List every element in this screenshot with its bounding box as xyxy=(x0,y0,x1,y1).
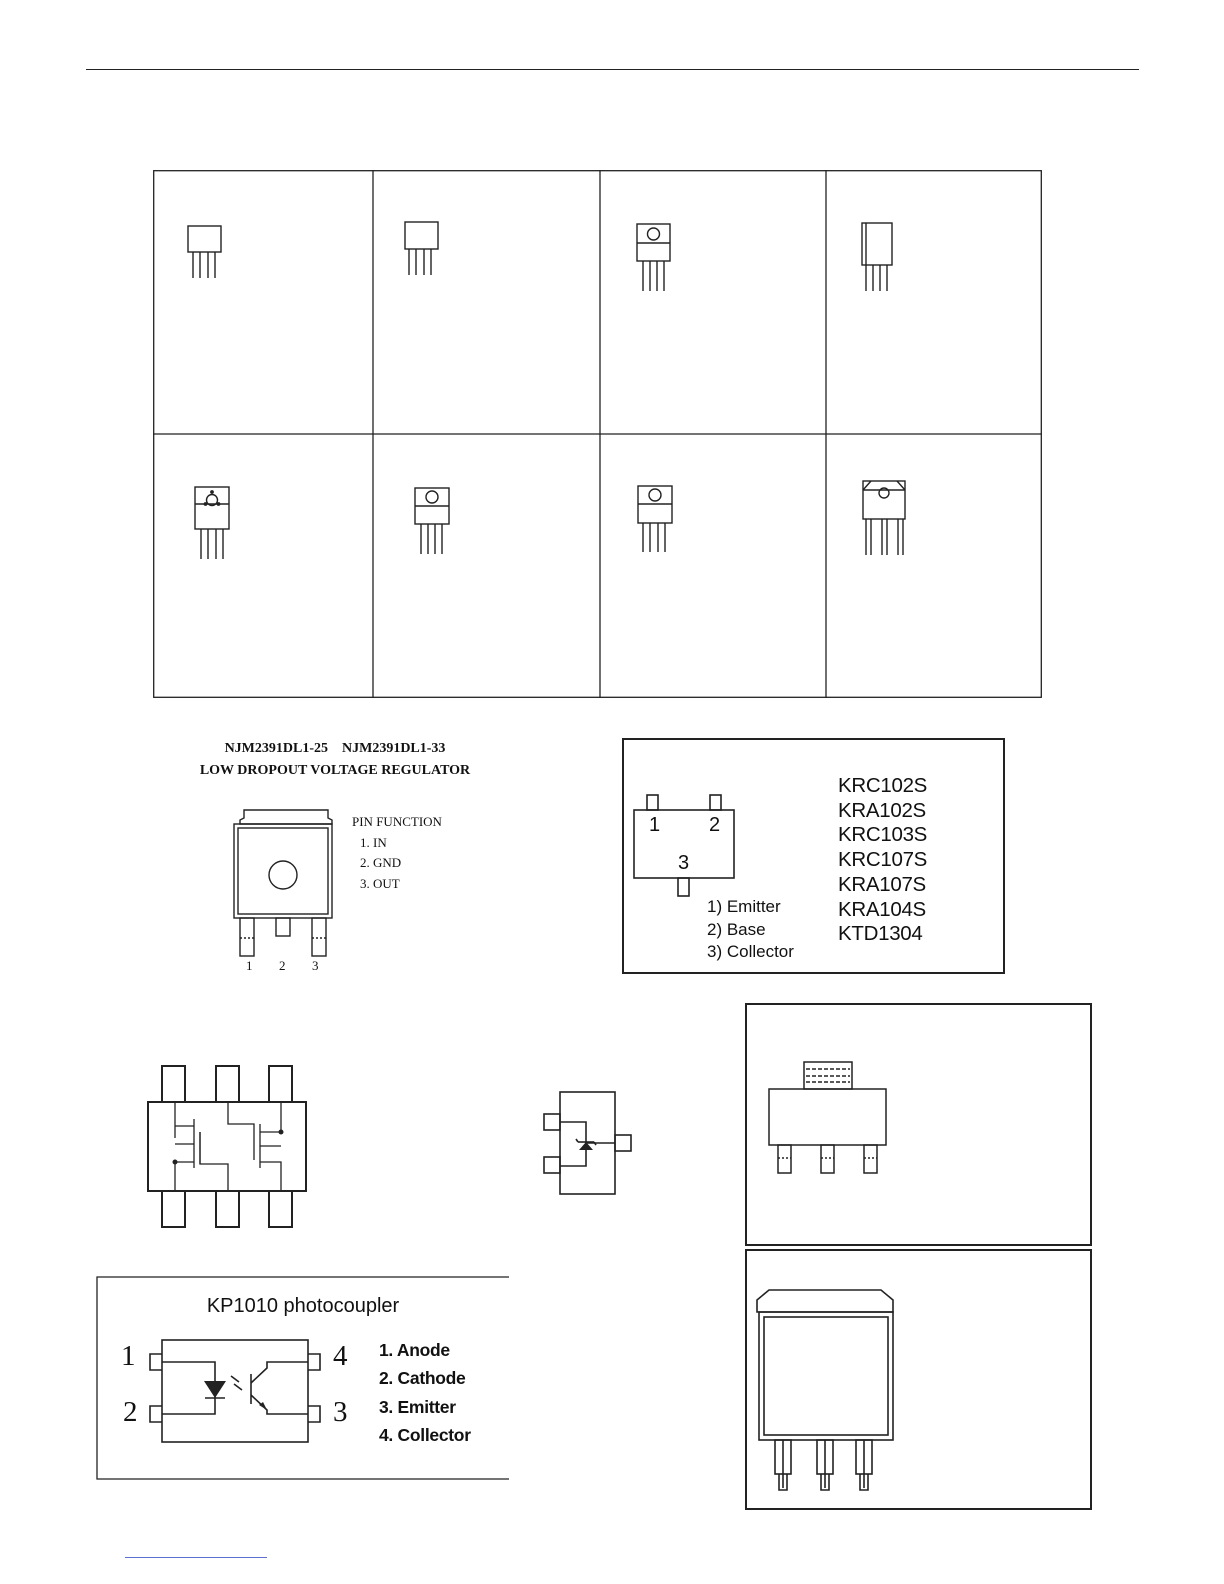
to220-package-icon-3 xyxy=(638,486,672,552)
njm-pin-function xyxy=(352,812,442,894)
part-number: KRA104S xyxy=(838,897,926,921)
sot23-zener-drawing xyxy=(540,1090,634,1198)
photocoupler-pin-cathode: 2. Cathode xyxy=(379,1368,466,1389)
part-number: KRC107S xyxy=(838,848,928,872)
to126-package-icon xyxy=(405,222,438,275)
dpak-package-drawing xyxy=(228,808,346,958)
to220-package-icon-2 xyxy=(415,488,449,554)
part-number: KRA107S xyxy=(838,872,926,896)
part-number: KTD1304 xyxy=(838,922,923,946)
to92-package-icon xyxy=(188,226,221,278)
pin-function-label: PIN FUNCTION xyxy=(352,814,442,829)
header-rule xyxy=(86,69,1139,70)
njm-pin-2: 2. GND xyxy=(360,855,402,870)
sot-pin-label-3: 3 xyxy=(678,852,690,874)
photocoupler-pin-emitter: 3. Emitter xyxy=(379,1396,456,1417)
njm-pin-number-3: 3 xyxy=(312,958,319,973)
d2pak-package-drawing xyxy=(755,1288,897,1496)
photocoupler-pin-number-3: 3 xyxy=(333,1396,348,1428)
photocoupler-title: KP1010 photocoupler xyxy=(206,1295,400,1317)
photocoupler-pin-number-4: 4 xyxy=(333,1340,348,1372)
sot-part-list xyxy=(838,774,927,947)
package-grid xyxy=(153,170,1042,698)
photocoupler-pin-collector: 4. Collector xyxy=(379,1424,471,1445)
photocoupler-pin-list xyxy=(379,1336,471,1449)
photocoupler-drawing xyxy=(145,1338,331,1446)
to247-package-icon xyxy=(863,481,905,555)
sot-pin-label-1: 1 xyxy=(649,814,661,836)
sot-pin-functions xyxy=(707,896,794,964)
njm-pin-number-2: 2 xyxy=(279,958,286,973)
to220-package-icon xyxy=(637,224,670,291)
sot-pin-function-2: 2) Base xyxy=(707,919,766,939)
photocoupler-pin-anode: 1. Anode xyxy=(379,1340,450,1360)
to220f-package-icon xyxy=(862,223,892,291)
photocoupler-pin-number-2: 2 xyxy=(123,1396,138,1428)
njm-pin-number-1: 1 xyxy=(246,958,253,973)
dual-mosfet-package-drawing xyxy=(146,1064,310,1231)
sot223-package-drawing xyxy=(766,1060,890,1176)
photocoupler-pin-number-1: 1 xyxy=(121,1340,136,1372)
njm-title-line1: NJM2391DL1-25 NJM2391DL1-33 xyxy=(224,741,446,756)
sot23-package-drawing xyxy=(630,790,740,900)
part-number: KRC103S xyxy=(838,823,928,847)
njm-title xyxy=(160,738,510,782)
sot-pin-function-3: 3) Collector xyxy=(707,942,794,961)
sot-pin-function-1: 1) Emitter xyxy=(707,897,781,916)
njm-pin-3: 3. OUT xyxy=(360,875,400,891)
njm-pin-1: 1. IN xyxy=(360,834,387,850)
part-number: KRC102S xyxy=(838,774,928,797)
footer-link-underline[interactable] xyxy=(125,1557,267,1558)
part-number: KRA102S xyxy=(838,798,926,822)
njm-title-line2: LOW DROPOUT VOLTAGE REGULATOR xyxy=(199,763,471,778)
sot-pin-label-2: 2 xyxy=(709,814,721,836)
to3p-round-package-icon xyxy=(195,487,229,559)
